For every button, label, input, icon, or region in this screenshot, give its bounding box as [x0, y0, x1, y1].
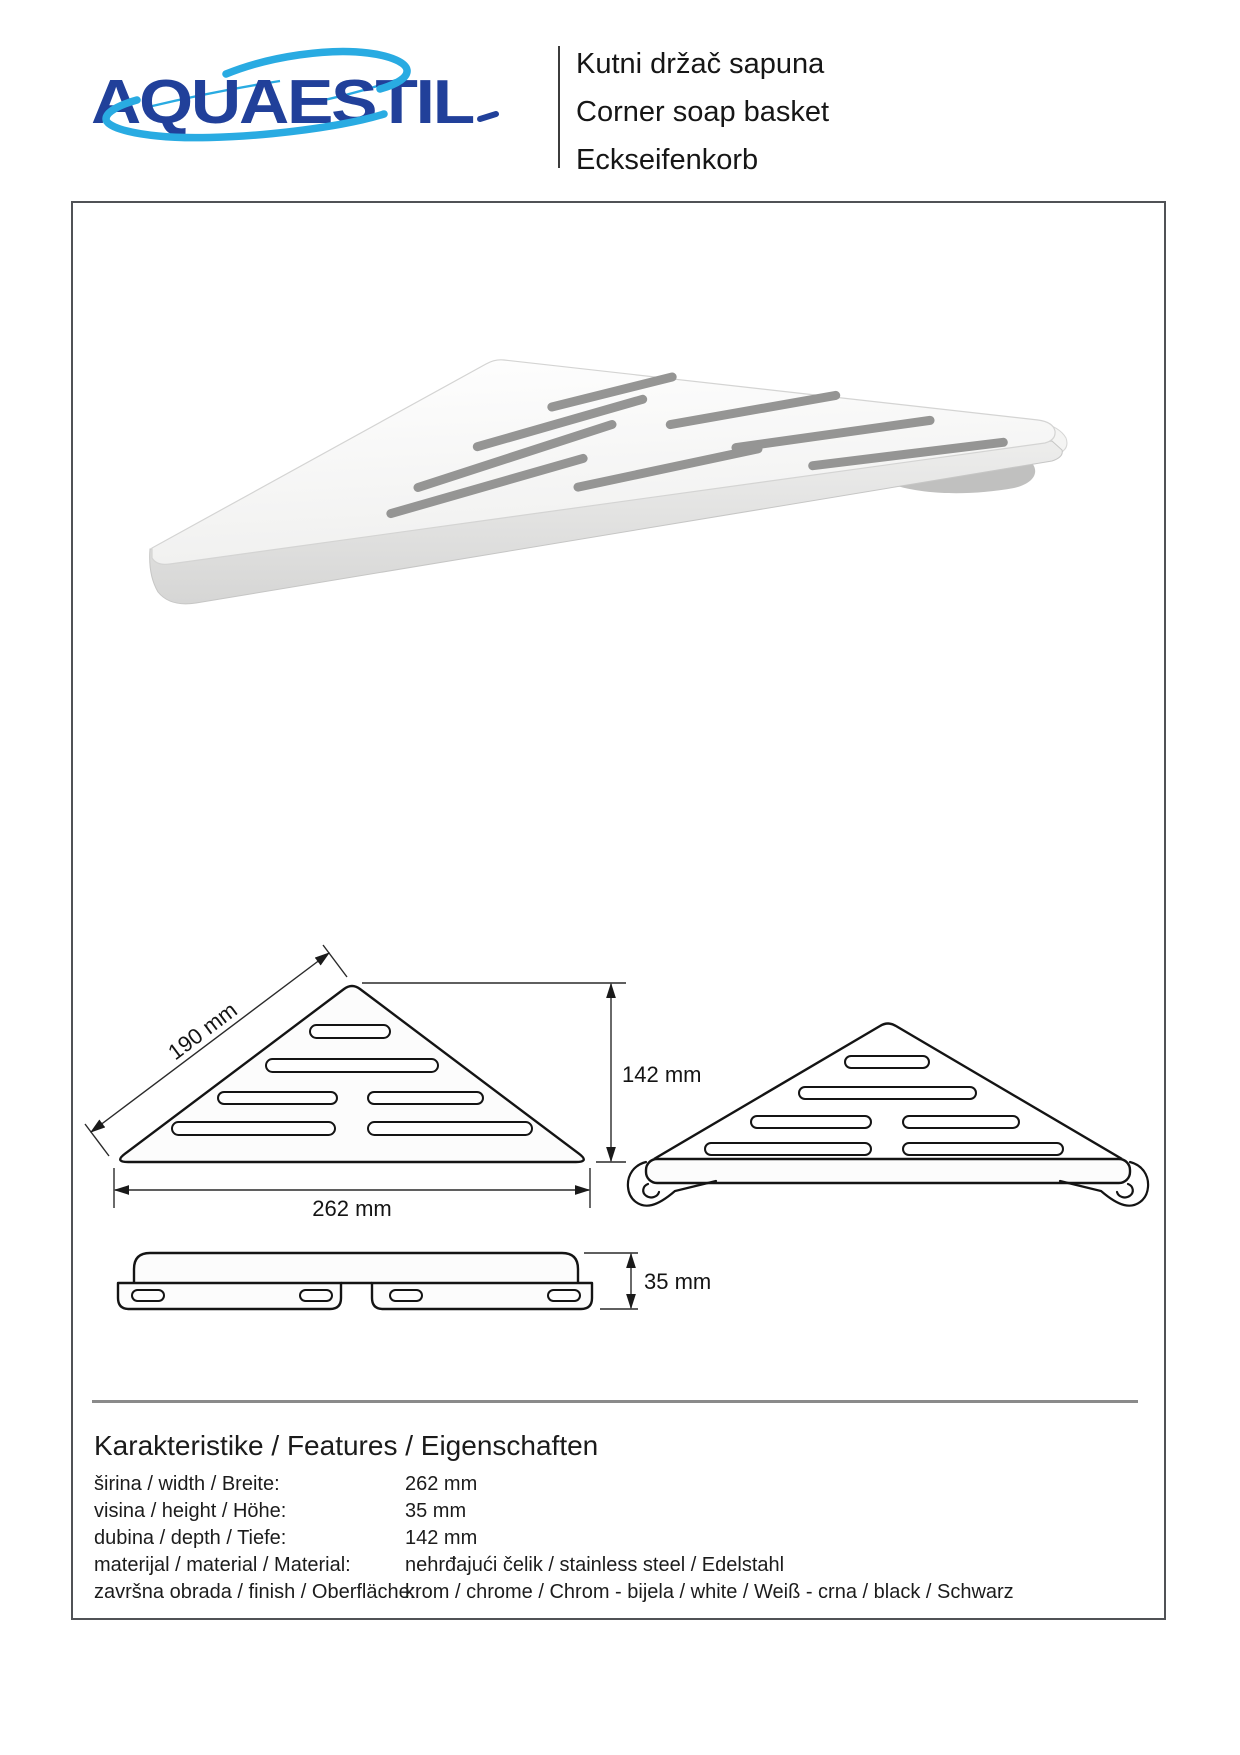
features-heading: Karakteristike / Features / Eigenschaften — [94, 1430, 599, 1461]
spec-row-finish — [94, 1579, 1134, 1606]
spec-row-depth — [94, 1525, 1134, 1552]
spec-value: 35 mm — [405, 1500, 467, 1522]
spec-row-material — [94, 1552, 1134, 1579]
side-view-drawing — [118, 1253, 711, 1309]
spec-label: završna obrada / finish / Oberfläche: — [94, 1581, 416, 1603]
logo-text: AQUAESTIL — [91, 68, 474, 137]
dim-label-edge: 190 mm — [163, 997, 242, 1065]
product-title-de: Eckseifenkorb — [576, 144, 759, 176]
spec-label: materijal / material / Material: — [94, 1554, 351, 1576]
spec-value: krom / chrome / Chrom - bijela / white / Weiß - crna / black / Schwarz — [405, 1581, 1014, 1603]
dim-label-height: 35 mm — [644, 1269, 712, 1294]
spec-row-width — [94, 1471, 1134, 1498]
top-view-drawing — [85, 945, 701, 1221]
product-title-en: Corner soap basket — [576, 96, 830, 128]
dimension-35 — [584, 1253, 711, 1309]
spec-row-height — [94, 1498, 1134, 1525]
spec-label: visina / height / Höhe: — [94, 1500, 287, 1522]
side-view-plate — [134, 1253, 578, 1283]
dimension-262 — [114, 1168, 590, 1221]
spec-label: širina / width / Breite: — [94, 1473, 280, 1495]
front-view-slots — [705, 1056, 1063, 1155]
spec-value: nehrđajući čelik / stainless steel / Edelstahl — [405, 1554, 785, 1576]
spec-label: dubina / depth / Tiefe: — [94, 1527, 287, 1549]
spec-table — [94, 1471, 1134, 1606]
spec-value: 142 mm — [405, 1527, 478, 1549]
front-view-rail — [646, 1159, 1130, 1183]
front-view-drawing — [628, 1024, 1148, 1206]
dim-label-width: 262 mm — [312, 1196, 392, 1221]
spec-value: 262 mm — [405, 1473, 478, 1495]
product-title-hr: Kutni držač sapuna — [576, 48, 825, 80]
features-separator — [92, 1400, 1138, 1403]
dim-label-depth: 142 mm — [622, 1062, 702, 1087]
product-render — [150, 360, 1067, 604]
